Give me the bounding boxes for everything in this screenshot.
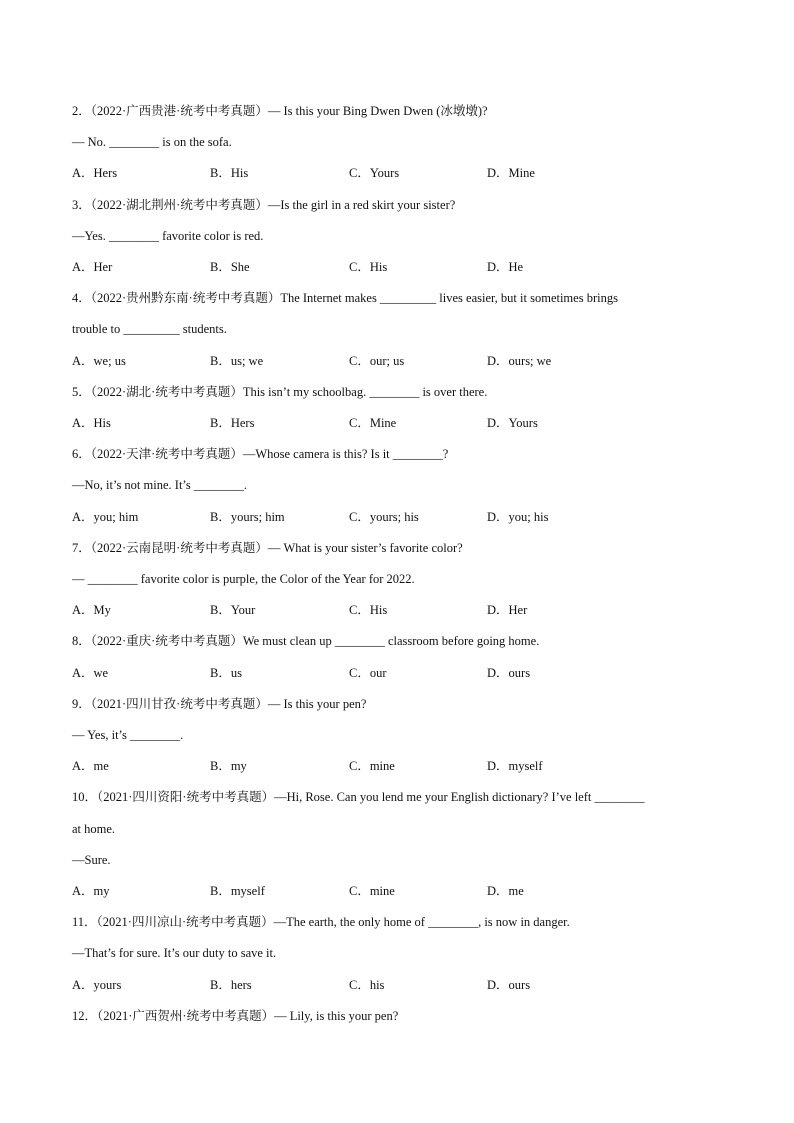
answer-option-b[interactable]: B．us; we	[210, 353, 264, 368]
answer-options	[72, 665, 692, 681]
question-line: — ________ favorite color is purple, the Color of the Year for 2022.	[72, 572, 415, 586]
answer-option-c[interactable]: C．our	[349, 665, 387, 680]
answer-option-c[interactable]: C．mine	[349, 759, 395, 774]
question-stem: 6．（2022·天津·统考中考真题）—Whose camera is this? Is it ________?	[72, 447, 449, 462]
answer-option-c[interactable]: C．Yours	[349, 166, 400, 181]
answer-option-b[interactable]: B．us	[210, 665, 242, 680]
answer-option-d[interactable]: D．ours; we	[487, 353, 552, 368]
answer-options	[72, 509, 692, 525]
question-line: —No, it’s not mine. It’s ________.	[72, 478, 247, 493]
answer-option-c[interactable]: C．His	[349, 260, 388, 274]
answer-options	[72, 883, 692, 899]
question-stem: 5．（2022·湖北·统考中考真题）This isn’t my schoolbag. ________ is over there.	[72, 384, 488, 399]
question-line: trouble to _________ students.	[72, 322, 227, 337]
answer-option-d[interactable]: D．ours	[487, 665, 531, 680]
answer-options	[72, 353, 692, 369]
answer-option-c[interactable]: C．our; us	[349, 353, 405, 368]
question-stem: 4．（2022·贵州黔东南·统考中考真题）The Internet makes _________ lives easier, but it sometimes brings	[72, 291, 618, 306]
answer-options	[72, 165, 692, 181]
answer-option-a[interactable]: A．Her	[72, 260, 113, 274]
question-line: at home.	[72, 821, 116, 836]
answer-option-b[interactable]: B．She	[210, 260, 250, 274]
answer-option-c[interactable]: C．yours; his	[349, 509, 419, 524]
answer-option-d[interactable]: D．ours	[487, 977, 531, 992]
answer-options	[72, 758, 692, 774]
answer-option-b[interactable]: B．my	[210, 759, 247, 774]
answer-option-b[interactable]: B．yours; him	[210, 509, 285, 524]
question-stem: 2．（2022·广西贵港·统考中考真题）— Is this your Bing Dwen Dwen (冰墩墩)?	[72, 104, 488, 118]
answer-option-a[interactable]: A．we	[72, 665, 109, 680]
answer-option-b[interactable]: B．His	[210, 166, 249, 181]
answer-option-a[interactable]: A．we; us	[72, 353, 126, 368]
answer-options	[72, 415, 692, 431]
answer-option-d[interactable]: D．He	[487, 260, 524, 274]
answer-option-a[interactable]: A．Hers	[72, 166, 118, 181]
answer-option-d[interactable]: D．me	[487, 884, 524, 898]
question-line: —That’s for sure. It’s our duty to save it.	[72, 946, 277, 961]
answer-option-c[interactable]: C．mine	[349, 884, 395, 898]
answer-option-d[interactable]: D．Her	[487, 603, 528, 618]
question-stem: 10．（2021·四川资阳·统考中考真题）—Hi, Rose. Can you lend me your English dictionary? I’ve left ________	[72, 790, 645, 805]
answer-option-d[interactable]: D．you; his	[487, 509, 549, 524]
answer-option-d[interactable]: D．Mine	[487, 166, 535, 181]
answer-option-a[interactable]: A．My	[72, 603, 111, 618]
question-stem: 3．（2022·湖北荆州·统考中考真题）—Is the girl in a red skirt your sister?	[72, 197, 456, 212]
answer-option-a[interactable]: A．you; him	[72, 509, 139, 524]
answer-option-c[interactable]: C．his	[349, 977, 385, 992]
question-line: — No. ________ is on the sofa.	[72, 135, 232, 150]
answer-option-b[interactable]: B．Your	[210, 603, 256, 618]
question-stem: 7．（2022·云南昆明·统考中考真题）— What is your sister’s favorite color?	[72, 540, 463, 555]
question-line: — Yes, it’s ________.	[72, 728, 184, 742]
answer-option-a[interactable]: A．yours	[72, 977, 122, 992]
answer-option-b[interactable]: B．myself	[210, 884, 265, 898]
answer-options	[72, 259, 692, 275]
answer-option-a[interactable]: A．His	[72, 416, 111, 430]
answer-option-c[interactable]: C．Mine	[349, 416, 397, 430]
answer-option-a[interactable]: A．me	[72, 759, 109, 774]
question-stem: 8．（2022·重庆·统考中考真题）We must clean up ________ classroom before going home.	[72, 634, 540, 649]
question-line: —Yes. ________ favorite color is red.	[72, 228, 264, 243]
question-stem: 9．（2021·四川甘孜·统考中考真题）— Is this your pen?	[72, 696, 367, 711]
answer-option-a[interactable]: A．my	[72, 884, 110, 898]
question-line: —Sure.	[72, 852, 111, 867]
answer-option-b[interactable]: B．hers	[210, 977, 252, 992]
answer-option-d[interactable]: D．myself	[487, 759, 543, 774]
question-stem: 11．（2021·四川凉山·统考中考真题）—The earth, the only home of ________, is now in danger.	[72, 915, 570, 930]
answer-options	[72, 977, 692, 993]
question-stem: 12．（2021·广西贺州·统考中考真题）— Lily, is this your pen?	[72, 1008, 399, 1023]
answer-option-d[interactable]: D．Yours	[487, 416, 538, 430]
answer-option-c[interactable]: C．His	[349, 603, 388, 618]
answer-option-b[interactable]: B．Hers	[210, 416, 255, 430]
answer-options	[72, 602, 692, 618]
